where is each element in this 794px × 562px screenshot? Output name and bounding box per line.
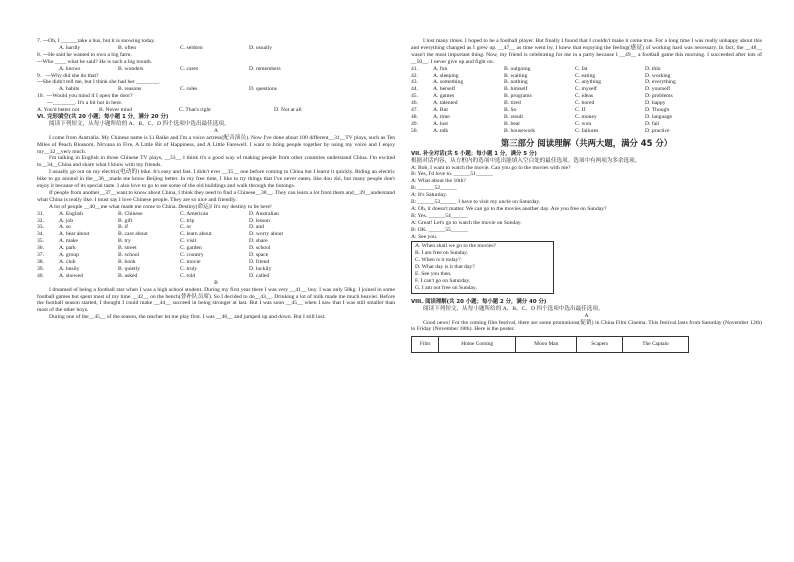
film-table-header: Film (412, 337, 439, 353)
option: C. American (180, 210, 209, 217)
option: B. So (504, 107, 517, 114)
film-table-cell: Scapers (577, 337, 623, 353)
option: B. street (118, 245, 137, 252)
option: A. talk (433, 127, 449, 134)
option: B. care about (118, 231, 148, 238)
question-number: 34. (37, 231, 44, 238)
option: B. asked (118, 272, 138, 279)
option: A. group (59, 252, 79, 259)
option: A. habits (59, 86, 80, 93)
option: C. myself (575, 86, 597, 93)
passage-a-paragraph: I come from Australia. My Chinese name is Li Baike and I'm a voice actress(配音演员). Now I've done about 100 different__31__TV plays, such as Ten Miles of Peach Blossom, Nirvana in Fire, A Little Bit of Happiness, and A Little Farewell. I want to bring people together by using my voice and I enjoy my__32__very much. (37, 134, 395, 155)
question-number: 36. (37, 245, 44, 252)
film-table-cell: Moon Man (516, 337, 577, 353)
question-number: 42. (411, 72, 418, 79)
passage-c-paragraph: Good news! For the coming film festival, there are some promotions(促销) in China Film Cinema. This festival lasts from Saturday (November 12th) to Friday (November 18th). Here is the poster. (411, 319, 762, 333)
question-number: 32. (37, 217, 44, 224)
option: C. eating (575, 72, 596, 79)
question-number: 46. (411, 100, 418, 107)
option: C. rules (180, 86, 198, 93)
question-7-options (37, 45, 395, 52)
option-row (37, 259, 395, 266)
option: C. failures (575, 127, 599, 134)
option-row (37, 218, 395, 225)
question-8-options (37, 66, 395, 73)
question-9-options (37, 86, 395, 93)
box-option: G. I am not free on Sunday. (415, 284, 477, 291)
option: A. English (59, 210, 83, 217)
option: D. fail (645, 120, 660, 127)
option: D. Though (645, 107, 670, 114)
question-7: 7. ---Oh, I ______take a bus, but it is snowing today. (37, 38, 156, 44)
option: C. ideas (575, 93, 594, 100)
passage-a-paragraph: I'm talking in English in those Chinese TV plays, __33__ I think it's a good way of making people from other countries understand China. I'm excited to__34__China and share what I know with my friends. (37, 155, 395, 169)
option: D. space (249, 252, 269, 259)
film-table (411, 336, 689, 353)
option: A. hardly (59, 44, 81, 51)
option: A. park (59, 245, 76, 252)
option: C. seldom (180, 44, 203, 51)
option: B. Never mind (99, 107, 133, 114)
option-row (37, 273, 395, 280)
option: B. housework (504, 127, 536, 134)
option: D. problems (645, 93, 673, 100)
passage-b-paragraph: I lost many times. I hoped to be a football player. But finally I found that I couldn't make it come true. For a long time I was really unhappy about this and everything changed as I grew up. __47__ as time went by, I knew that enjoying the feeling(感觉) of working hard was necessary. In fact, the __48__ wasn't the most important thing. Now, my friend is celebrating for me in a party because I __49__ a football game this morning. I succeeded after lots of __50__. I never give up and fight on. (411, 38, 762, 65)
option: D. everything (645, 79, 676, 86)
option-row (37, 266, 395, 273)
film-table-cell: The Captain (622, 337, 688, 353)
option: A. You'd better not (37, 107, 80, 114)
option: A. knows (59, 65, 81, 72)
option: D. questions (249, 86, 277, 93)
dialog-line: A: Oh, it doesn't matter. We can go to the movies another day. Are you free on Sunday? (411, 205, 607, 212)
cloze-a-options (37, 211, 395, 280)
section-8-instructions: 阅读下列短文，从每小题所给的 A、B、C、D 四个选项中选出最佳选项。 (423, 305, 604, 312)
question-number: 31. (37, 210, 44, 217)
dialog-line: B: ______53______ I have to visit my uncle on Saturday. (411, 199, 541, 206)
option: D. school (249, 245, 271, 252)
option: A. games (433, 93, 455, 100)
option: D. remembers (249, 65, 281, 72)
option: C. trip (180, 217, 195, 224)
option: B. wonders (118, 65, 144, 72)
question-8: 8. ---He said he wanted to own a big farm. (37, 51, 132, 58)
option: D. lesson (249, 217, 270, 224)
question-number: 40. (37, 272, 44, 279)
option-row (37, 224, 395, 231)
option: C. or (180, 224, 192, 231)
box-option: B. I am free on Sunday. (415, 250, 468, 257)
option: B. outgoing (504, 65, 531, 72)
passage-a-paragraph: A lot of people __40__me what made me come to China. Destiny(命运)! It's my destiny to be here! (49, 203, 272, 210)
dialog-line: B: Yes. ______54______ (411, 212, 468, 219)
option: A. busily (59, 265, 80, 272)
option-row (37, 238, 395, 245)
option: C. fat (575, 65, 588, 72)
option: D. Australian (249, 210, 279, 217)
option: B. school (118, 252, 140, 259)
option-row (411, 66, 762, 73)
option: D. share (249, 238, 268, 245)
question-10-line2: ---________. It's a bit hot in here. (47, 100, 123, 107)
option: B. waiting (504, 72, 528, 79)
question-number: 39. (37, 265, 44, 272)
option: A. fun (433, 65, 448, 72)
dialog-line: A: See you. (411, 233, 438, 240)
question-number: 49. (411, 120, 418, 127)
dialog-line: B: ______52______ (411, 185, 457, 192)
option-row (411, 100, 762, 107)
option: A. something (433, 79, 464, 86)
option: A. sleeping (433, 72, 459, 79)
option-row (37, 245, 395, 252)
dialog-line: A: What about the 10th? (411, 178, 466, 185)
question-number: 33. (37, 224, 44, 231)
option: A. club (59, 259, 76, 265)
question-10: 10. ---Would you mind if I open the door? (37, 93, 133, 100)
option: B. himself (504, 86, 528, 93)
option: C. garden (180, 245, 202, 252)
option: A. make (59, 238, 78, 245)
option: B. quietly (118, 265, 141, 272)
option: D. Not at all (274, 107, 302, 114)
question-number: 45. (411, 93, 418, 100)
option: B. often (118, 44, 137, 51)
passage-a-paragraph: If people from another__37__want to know about China, I think they need to find a Chinese__38__. They can learn a lot from them and__39__understand what China is really like. I must say I love Chinese people. They are so nice and friendly. (37, 189, 395, 203)
question-8-line2: ---Who ____ what he said? He is such a big mouth. (37, 58, 153, 65)
dialog-line: B: Yes, I'd love to. ______51______ (411, 171, 493, 178)
option: C. If (575, 107, 586, 114)
option-row (411, 114, 762, 121)
question-number: 43. (411, 79, 418, 86)
option: D. thin (645, 65, 661, 72)
option-row (37, 231, 395, 238)
passage-b-paragraph: During one of the__45__ of the season, the teacher let me play first. I was __46__ and jumped up and down. But I still lost. (49, 314, 326, 321)
cloze-b-options (411, 66, 762, 135)
option-row (411, 93, 762, 100)
option: B. result (504, 113, 523, 120)
option: C. movie (180, 259, 201, 265)
passage-a-label: A (213, 127, 219, 134)
option-row (37, 252, 395, 259)
option: A. talented (433, 100, 458, 107)
film-table-cell: Home Coming (439, 337, 516, 353)
option: D. called (249, 272, 270, 279)
option: D. practice (645, 127, 670, 134)
passage-a-paragraph: I usually go out on my electric(电动的) bike. It's easy and fast. I didn't ever __35__ one before coming to China but I learnt it quickly. Riding an electric bike to go around in the__36__made me know Beijing better. In my free time, I like to try things that I've never eaten, like dou zhi, but many people don't enjoy it because of its special taste. I also love to go to see some of the old buildings and walk through the hutongs. (37, 169, 395, 190)
dialog-line: A: Bob, I want to watch the movie. Can you go to the movies with me? (411, 164, 571, 171)
question-number: 37. (37, 252, 44, 259)
option: A. showed (59, 272, 83, 279)
option: A. so (59, 224, 71, 231)
question-number: 44. (411, 86, 418, 93)
option: A. hear about (59, 231, 90, 238)
option: D. happy (645, 100, 666, 107)
option: B. try (118, 238, 131, 245)
section-8-title: VIII. 阅读理解(共 20 小题；每小题 2 分，满分 40 分) (411, 298, 547, 305)
section-7-title: VII. 补全对话(共 5 小题；每小题 1 分，满分 5 分) (411, 150, 537, 157)
section-7-instructions: 根据对话内容，从方框内的选项中选出能填入空白处的最佳选项。选项中有两项为多余选项。 (411, 157, 641, 164)
option-row (411, 107, 762, 114)
option: D. usually (249, 44, 272, 51)
option: A. time (433, 113, 450, 120)
question-9-line2: ---She didn't tell me, but I think she had her ________. (37, 79, 160, 86)
question-10-options (37, 107, 395, 114)
option: C. won (575, 120, 592, 127)
box-option: F. I can't go on Saturday. (415, 278, 471, 284)
option: D. language (645, 113, 673, 120)
option: C. cares (180, 65, 199, 72)
passage-b-label: B (214, 279, 218, 286)
question-number: 41. (411, 65, 418, 72)
box-option: A. When shall we go to the movies? (415, 243, 496, 250)
option-row (411, 86, 762, 93)
box-option: D. What day is it that day? (415, 264, 475, 271)
option: A. job (59, 217, 73, 224)
box-option: C. When is it today? (415, 257, 461, 264)
option: B. book (118, 259, 136, 265)
option: A. But (433, 107, 448, 114)
dialog-line: A: It's Saturday. (411, 192, 447, 199)
option: B. if (118, 224, 128, 231)
right-column (411, 38, 762, 353)
part-3-title: 第三部分 阅读理解（共两大题，满分 45 分） (500, 137, 673, 148)
box-option: E. See you then. (415, 271, 452, 278)
option: C. anything (575, 79, 602, 86)
option: B. beat (504, 120, 520, 127)
option: B. reasons (118, 86, 142, 93)
option: C. money (575, 113, 597, 120)
option: B. gift (118, 217, 133, 224)
options-box (411, 241, 554, 293)
question-number: 38. (37, 259, 44, 265)
option: D. friend (249, 259, 270, 265)
question-9: 9. ---Why did she do that? (37, 72, 99, 79)
option: C. That's right (179, 107, 211, 114)
option: C. visit (180, 238, 197, 245)
dialog-line: B: OK. ______55______ (411, 226, 468, 233)
left-column (37, 38, 395, 321)
question-number: 48. (411, 113, 418, 120)
option: D. and (249, 224, 264, 231)
option: A. lost (433, 120, 448, 127)
question-number: 50. (411, 127, 418, 134)
option: A. herself (433, 86, 456, 93)
option-row (411, 128, 762, 135)
dialog-line: A: Great! Let's go to watch the movie on Sunday. (411, 219, 522, 226)
option: B. tired (504, 100, 521, 107)
option: D. luckily (249, 265, 272, 272)
option: B. programs (504, 93, 532, 100)
option: D. working (645, 72, 671, 79)
option: C. bored (575, 100, 595, 107)
option: D. yourself (645, 86, 671, 93)
option: C. truly (180, 265, 198, 272)
option-row (37, 211, 395, 218)
section-6-title: VI. 完形填空(共 20 小题；每小题 1 分，满分 20 分) (37, 113, 169, 120)
passage-c-label: A (584, 312, 589, 319)
option-row (411, 121, 762, 128)
passage-b-paragraph: I dreamed of being a football star when I was a high school student. During my first year there I was very __41__ buy. I was only 58kg. I joined in some football games but spent most of my time __42__ on the bench(替补队员席). So I decided to do__43__. Drinking a lot of milk made me much heavier. Before the football season started, I thought I could make __44__ succeed in being stronger at last. But I was soon __45__ when I saw that I was still smaller than most of the other boys. (37, 286, 395, 314)
option: B. Chinese (118, 210, 143, 217)
option: D. worry about (249, 231, 284, 238)
option: B. nothing (504, 79, 528, 86)
question-number: 47. (411, 107, 418, 114)
option: C. country (180, 252, 204, 259)
section-6-instructions: 阅读下列短文，从每小题所给的 A、B、C、D 四个选项中选出最佳选项。 (49, 120, 230, 127)
dialog (411, 165, 762, 241)
option-row (411, 73, 762, 80)
question-number: 35. (37, 238, 44, 245)
option: C. told (180, 272, 196, 279)
option: C. learn about (180, 231, 212, 238)
